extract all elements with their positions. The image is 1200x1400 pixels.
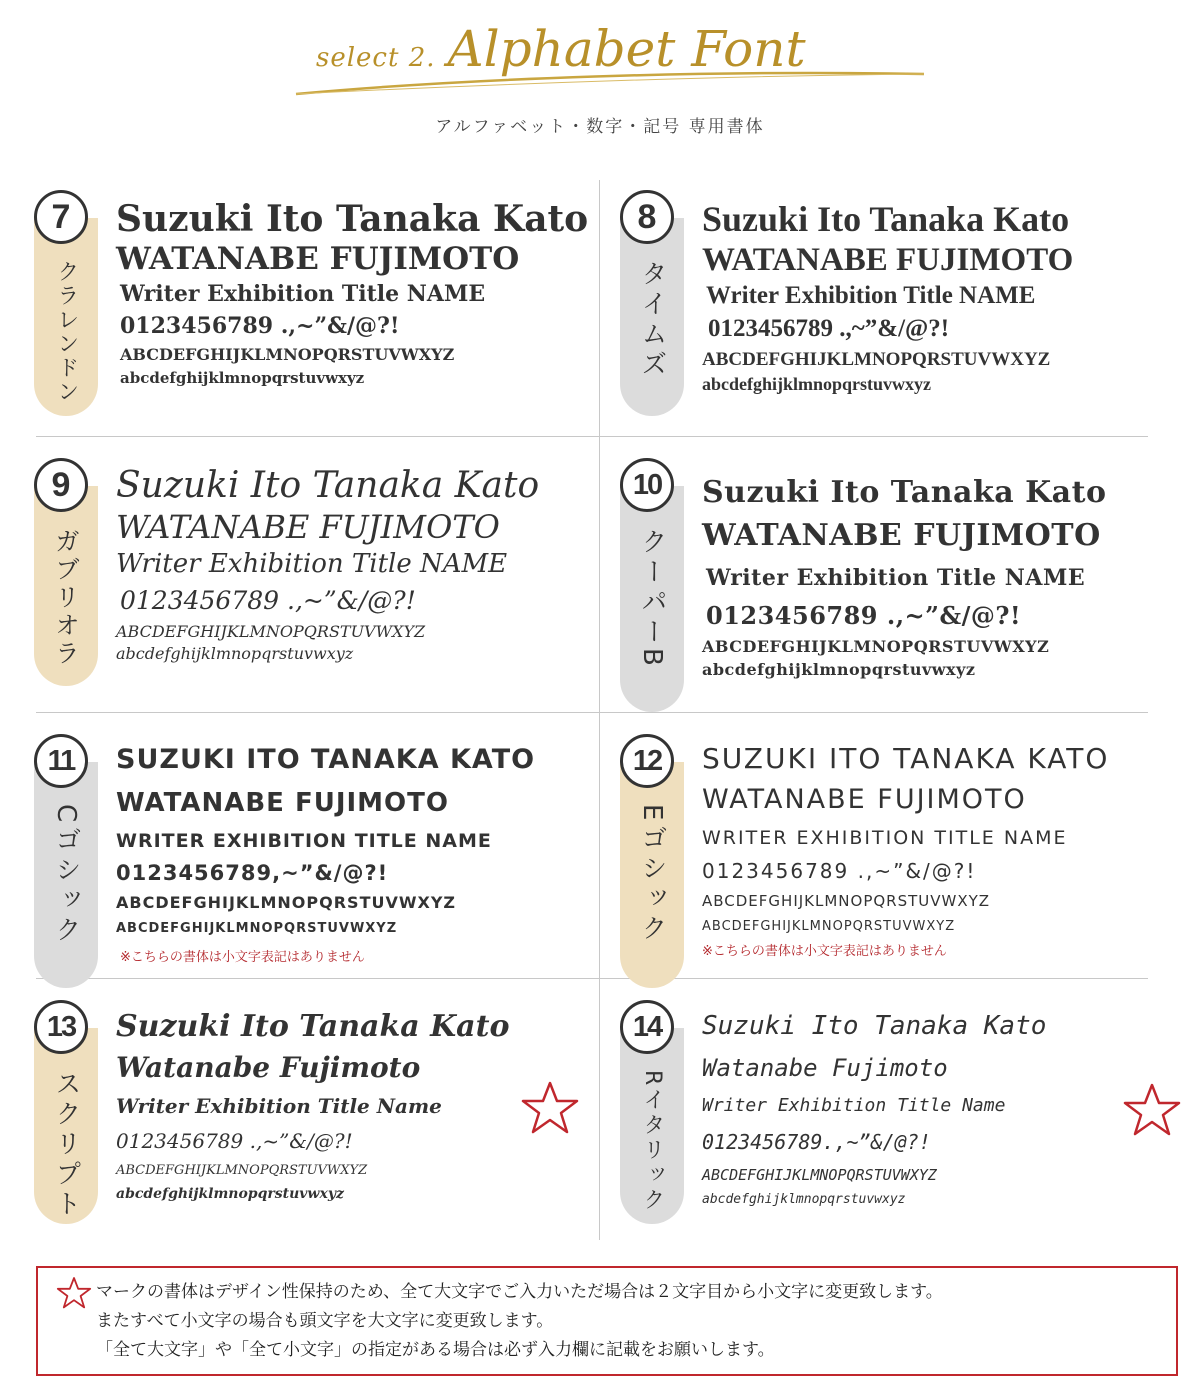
- font-number-badge: 8: [620, 190, 674, 244]
- notice-line: マークの書体はデザイン性保持のため、全て大文字でご入力いただ場合は２文字目から小文字に変更致します。: [96, 1282, 943, 1302]
- sample-line: SUZUKI ITO TANAKA KATO: [702, 742, 1110, 775]
- sample-line: ABCDEFGHIJKLMNOPQRSTUVWXYZ: [116, 1163, 368, 1178]
- font-name: クラレンドン: [53, 260, 79, 404]
- no-lowercase-note: ※こちらの書体は小文字表記はありません: [702, 944, 947, 959]
- sample-line: 0123456789,~”&/@?!: [116, 861, 389, 885]
- font-number-badge: 14: [620, 1000, 674, 1054]
- sample-line: 0123456789 .,~”&/@?!: [708, 315, 950, 342]
- sample-line: 0123456789.,~”&/@?!: [702, 1130, 931, 1154]
- sample-line: 0123456789 .,~”&/@?!: [116, 1129, 353, 1153]
- sample-line: abcdefghijklmnopqrstuvwxyz: [702, 1192, 906, 1207]
- no-lowercase-note: ※こちらの書体は小文字表記はありません: [120, 950, 365, 965]
- sample-line: abcdefghijklmnopqrstuvwxyz: [702, 374, 932, 394]
- page-subtitle: アルファベット・数字・記号 専用書体: [435, 117, 765, 137]
- sample-line: WATANABE FUJIMOTO: [116, 508, 500, 546]
- font-card-11: [34, 734, 604, 994]
- sample-line: Writer Exhibition Title Name: [116, 1094, 442, 1118]
- sample-line: abcdefghijklmnopqrstuvwxyz: [116, 1186, 344, 1202]
- font-name: Eゴシック: [637, 804, 668, 945]
- sample-line: Writer Exhibition Title NAME: [120, 281, 486, 307]
- font-sample: [116, 1006, 510, 1204]
- sample-line: ABCDEFGHIJKLMNOPQRSTUVWXYZ: [702, 892, 991, 910]
- font-number-badge: 11: [34, 734, 88, 788]
- font-sample: [702, 472, 1107, 680]
- font-name: Rイタリック: [639, 1070, 665, 1214]
- sample-line: Writer Exhibition Title NAME: [706, 282, 1036, 309]
- font-sample: [702, 198, 1073, 394]
- sample-line: Suzuki Ito Tanaka Kato: [116, 465, 540, 506]
- font-name-pill: [34, 762, 98, 988]
- sample-line: ABCDEFGHIJKLMNOPQRSTUVWXYZ: [702, 349, 1051, 370]
- notice-text: [96, 1278, 943, 1365]
- sample-line: WATANABE FUJIMOTO: [116, 241, 520, 277]
- font-card-12: [620, 734, 1190, 994]
- notice-line: 「全て大文字」や「全て小文字」の指定がある場合は必ず入力欄に記載をお願いします。: [96, 1340, 775, 1360]
- sample-line: Suzuki Ito Tanaka Kato: [702, 475, 1107, 510]
- star-icon: [1122, 1082, 1182, 1138]
- sample-line: WRITER EXHIBITION TITLE NAME: [702, 827, 1068, 849]
- font-name: タイムズ: [637, 260, 668, 380]
- font-card-13: [34, 1000, 604, 1260]
- sample-line: 0123456789 .,~”&/@?!: [120, 313, 400, 339]
- font-sample: [702, 738, 1109, 938]
- sample-line: WATANABE FUJIMOTO: [702, 518, 1101, 553]
- font-name: スクリプト: [51, 1070, 82, 1220]
- sample-line: Writer Exhibition Title Name: [702, 1095, 1006, 1116]
- sample-line: Writer Exhibition Title NAME: [706, 565, 1086, 591]
- sample-line: abcdefghijklmnopqrstuvwxyz: [116, 644, 354, 663]
- sample-line: Suzuki Ito Tanaka Kato: [702, 199, 1070, 239]
- font-name-pill: [34, 486, 98, 686]
- sample-line: ABCDEFGHIJKLMNOPQRSTUVWXYZ: [702, 1166, 937, 1184]
- font-name-pill: [34, 218, 98, 416]
- sample-line: ABCDEFGHIJKLMNOPQRSTUVWXYZ: [116, 921, 398, 936]
- sample-line: SUZUKI ITO TANAKA KATO: [116, 744, 536, 775]
- font-card-10: [620, 458, 1190, 718]
- sample-line: Watanabe Fujimoto: [702, 1054, 948, 1082]
- sample-line: Suzuki Ito Tanaka Kato: [702, 1011, 1047, 1041]
- font-name-pill: [620, 1028, 684, 1224]
- notice-line: またすべて小文字の場合も頭文字を大文字に変更致します。: [96, 1311, 554, 1331]
- sample-line: abcdefghijklmnopqrstuvwxyz: [120, 369, 365, 387]
- sample-line: Watanabe Fujimoto: [116, 1051, 421, 1084]
- sample-line: 0123456789 .,~”&/@?!: [706, 601, 1022, 630]
- sample-line: WATANABE FUJIMOTO: [702, 242, 1074, 278]
- sample-line: ABCDEFGHIJKLMNOPQRSTUVWXYZ: [702, 637, 1050, 656]
- font-sample: [116, 198, 588, 388]
- font-card-14: [620, 1000, 1190, 1260]
- title-main: Alphabet Font: [447, 20, 806, 78]
- font-name-pill: [620, 762, 684, 988]
- sample-line: ABCDEFGHIJKLMNOPQRSTUVWXYZ: [120, 345, 455, 364]
- font-name-pill: [620, 486, 684, 712]
- font-card-8: [620, 190, 1190, 450]
- sample-line: ABCDEFGHIJKLMNOPQRSTUVWXYZ: [116, 622, 426, 641]
- font-number-badge: 13: [34, 1000, 88, 1054]
- select-label: select 2.: [316, 43, 436, 73]
- font-sample: [116, 738, 535, 940]
- sample-line: WATANABE FUJIMOTO: [702, 784, 1027, 815]
- star-icon: [56, 1276, 92, 1310]
- sample-line: ABCDEFGHIJKLMNOPQRSTUVWXYZ: [116, 893, 457, 912]
- sample-line: Suzuki Ito Tanaka Kato: [116, 1009, 510, 1044]
- title-swash-decoration: [290, 60, 930, 100]
- font-name: Cゴシック: [51, 804, 82, 947]
- sample-line: 0123456789 .,~”&/@?!: [702, 859, 977, 883]
- font-name-pill: [620, 218, 684, 416]
- font-number-badge: 10: [620, 458, 674, 512]
- sample-line: Writer Exhibition Title NAME: [116, 549, 508, 579]
- font-number-badge: 9: [34, 458, 88, 512]
- font-name: クーパーB: [637, 528, 668, 670]
- sample-line: 0123456789 .,~”&/@?!: [120, 586, 416, 615]
- font-name: ガブリオラ: [51, 528, 81, 668]
- sample-line: Suzuki Ito Tanaka Kato: [116, 198, 589, 240]
- star-icon: [520, 1080, 580, 1136]
- notice-box: [36, 1266, 1178, 1376]
- sample-line: WRITER EXHIBITION TITLE NAME: [116, 830, 492, 852]
- font-number-badge: 12: [620, 734, 674, 788]
- font-card-7: [34, 190, 604, 450]
- font-card-9: [34, 458, 604, 718]
- font-sample: [116, 464, 539, 664]
- font-name-pill: [34, 1028, 98, 1224]
- font-sample: [702, 1004, 1046, 1210]
- header: [0, 0, 1200, 150]
- sample-line: abcdefghijklmnopqrstuvwxyz: [702, 660, 976, 679]
- font-number-badge: 7: [34, 190, 88, 244]
- sample-line: WATANABE FUJIMOTO: [116, 788, 449, 818]
- sample-line: ABCDEFGHIJKLMNOPQRSTUVWXYZ: [702, 919, 956, 934]
